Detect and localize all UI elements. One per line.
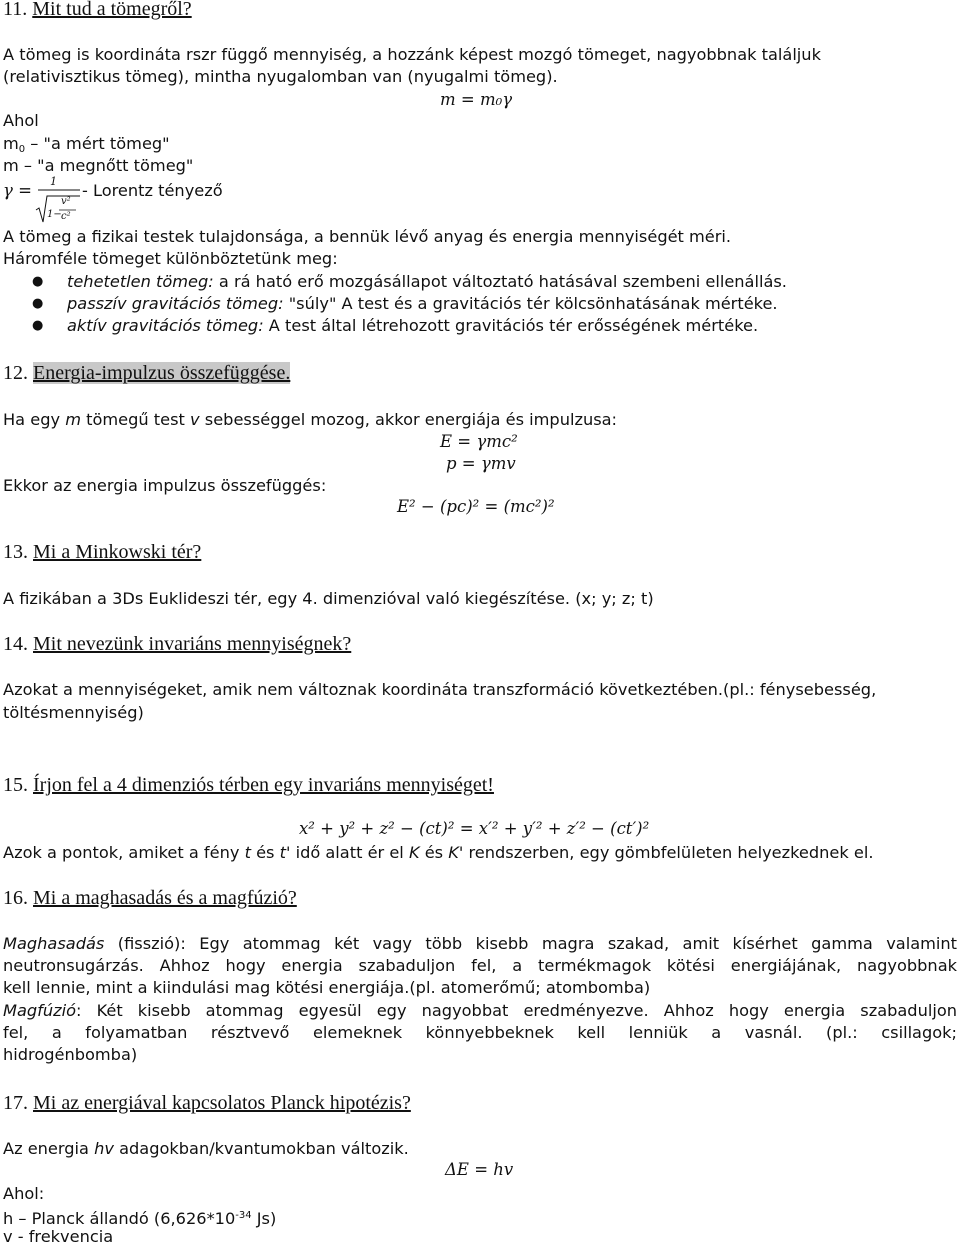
text-run: adagokban/kvantumokban változik. (113, 1139, 409, 1158)
heading-title: Mi az energiával kapcsolatos Planck hipotézis? (33, 1092, 411, 1114)
bullet-item (67, 315, 758, 337)
text-run: Azok a pontok, amiket a fény (3, 843, 245, 862)
symbol-k: K (408, 843, 420, 862)
bullet-icon: ● (32, 274, 44, 289)
heading-16 (3, 886, 297, 910)
bullet-term: tehetetlen tömeg: (67, 272, 214, 291)
symbol-v: v (190, 410, 200, 429)
text-run: Ha egy (3, 410, 66, 429)
heading-17 (3, 1091, 411, 1115)
formula-mass: m = m₀γ (440, 90, 513, 109)
formula-momentum: p = γmv (446, 454, 516, 473)
heading-title: Írjon fel a 4 dimenziós térben egy invariáns mennyiséget! (33, 774, 494, 796)
symbol-hv: hv (94, 1139, 114, 1158)
root-one-minus: 1− (47, 209, 62, 220)
bullet-term: passzív gravitációs tömeg: (67, 294, 284, 313)
paragraph-line: hidrogénbomba) (3, 1045, 138, 1064)
bullet-text: a rá ható erő mozgásállapot változtató hatásával szembeni ellenállás. (213, 272, 787, 291)
heading-number: 11. (3, 0, 33, 20)
heading-13 (3, 540, 201, 564)
paragraph-line: Háromféle tömeget különböztetünk meg: (3, 249, 338, 268)
text-run: idő alatt ér el (290, 843, 409, 862)
symbol-t: t (244, 843, 251, 862)
paragraph-line: A tömeg a fizikai testek tulajdonsága, a bennük lévő anyag és energia mennyiségét méri. (3, 227, 732, 246)
exponent: -34 (235, 1210, 252, 1221)
m0-text: – "a mért tömeg" (25, 134, 170, 153)
bullet-text: A test által létrehozott gravitációs tér erősségének mértéke. (263, 316, 759, 335)
text-run: Az energia (3, 1139, 95, 1158)
text-run: Js) (251, 1209, 277, 1228)
bullet-item (67, 271, 787, 293)
text-run: tömegű test (80, 410, 191, 429)
formula-energy-momentum: E² − (pc)² = (mc²)² (397, 497, 555, 516)
text-run: (fisszió): Egy atommag két vagy több kisebb magra szakad, amit kísérhet gamma valamint (104, 934, 957, 953)
heading-title: Mit tud a tömegről? (32, 0, 192, 20)
root-c-squared: c² (61, 211, 71, 222)
text-run: h – Planck állandó (6,626*10 (3, 1209, 236, 1228)
formula-invariant: x² + y² + z² − (ct)² = x′² + y′² + z′² − (ct′)² (299, 819, 650, 838)
bullet-icon: ● (32, 318, 44, 333)
m0-symbol: m (3, 134, 19, 153)
paragraph-line (3, 933, 957, 955)
paragraph-line (3, 1138, 409, 1160)
paragraph-line: fel, a folyamatban résztvevő elemeknek könnyebbeknek kell lenniük a vasnál. (pl.: csillagok; (3, 1023, 957, 1042)
heading-number: 14. (3, 633, 33, 655)
paragraph-line (3, 842, 874, 864)
paragraph-line: töltésmennyiség) (3, 703, 144, 722)
paragraph-line: neutronsugárzás. Ahhoz hogy energia szabaduljon fel, a termékmagok kötési energiájának, nagyobbnak (3, 956, 957, 975)
bullet-item (67, 293, 778, 315)
heading-title: Mit nevezünk invariáns mennyiségnek? (33, 633, 352, 655)
term-fusion: Magfúzió (3, 1001, 77, 1020)
paragraph-line: A tömeg is koordináta rszr függő mennyiség, a hozzánk képest mozgó tömeget, nagyobbnak találjuk (3, 45, 821, 64)
paragraph-line (3, 1000, 957, 1022)
text-run: : Két kisebb atommag egyesül egy nagyobbat eredményezve. Ahhoz hogy energia szabaduljon (76, 1001, 957, 1020)
heading-number: 16. (3, 887, 33, 909)
heading-number: 12. (3, 362, 33, 384)
heading-number: 13. (3, 541, 33, 563)
heading-11 (3, 0, 192, 21)
term-fission: Maghasadás (3, 934, 105, 953)
heading-14 (3, 632, 351, 656)
ahol-label: Ahol: (3, 1184, 45, 1203)
paragraph-fission (3, 933, 957, 999)
formula-planck: ΔE = hv (445, 1160, 514, 1179)
paragraph-line (3, 409, 617, 431)
symbol-m: m (65, 410, 81, 429)
bullet-term: aktív gravitációs tömeg: (67, 316, 264, 335)
heading-number: 15. (3, 774, 33, 796)
text-run: és (250, 843, 280, 862)
m0-subscript: 0 (18, 144, 26, 155)
bullet-text: "súly" A test és a gravitációs tér kölcsönhatásának mértéke. (283, 294, 778, 313)
paragraph-line: (relativisztikus tömeg), mintha nyugalomban van (nyugalmi tömeg). (3, 67, 558, 86)
root-v-squared: v² (61, 196, 71, 207)
text-run: és (419, 843, 449, 862)
fraction-numerator: 1 (50, 175, 57, 188)
heading-number: 17. (3, 1092, 33, 1114)
gamma-symbol: γ = (3, 181, 32, 200)
heading-title: Mi a Minkowski tér? (33, 541, 202, 563)
paragraph-line: A fizikában a 3Ds Euklideszi tér, egy 4. dimenzióval való kiegészítése. (x; y; z; t) (3, 589, 654, 608)
frequency-line: v - frekvencia (3, 1227, 114, 1246)
heading-title: Energia-impulzus összefüggése. (33, 362, 291, 384)
paragraph-fusion (3, 1000, 957, 1066)
text-run: sebességgel mozog, akkor energiája és impulzusa: (199, 410, 618, 429)
heading-12 (3, 361, 290, 385)
lorentz-label: - Lorentz tényező (82, 181, 223, 200)
symbol-t-prime: t' (279, 843, 291, 862)
paragraph-line: Azokat a mennyiségeket, amik nem változnak koordináta transzformáció következtében.(pl.: fénysebesség, (3, 680, 877, 699)
heading-15 (3, 773, 494, 797)
paragraph-line: Ekkor az energia impulzus összefüggés: (3, 476, 327, 495)
m-definition: m – "a megnőtt tömeg" (3, 156, 194, 175)
heading-title: Mi a maghasadás és a magfúzió? (33, 887, 297, 909)
bullet-icon: ● (32, 296, 44, 311)
text-run: rendszerben, egy gömbfelületen helyezkednek el. (463, 843, 874, 862)
symbol-k-prime: K' (448, 843, 464, 862)
formula-energy: E = γmc² (440, 432, 518, 451)
ahol-label: Ahol (3, 111, 39, 130)
paragraph-line: kell lennie, mint a kiindulási mag kötési energiája.(pl. atomerőmű; atombomba) (3, 978, 651, 997)
